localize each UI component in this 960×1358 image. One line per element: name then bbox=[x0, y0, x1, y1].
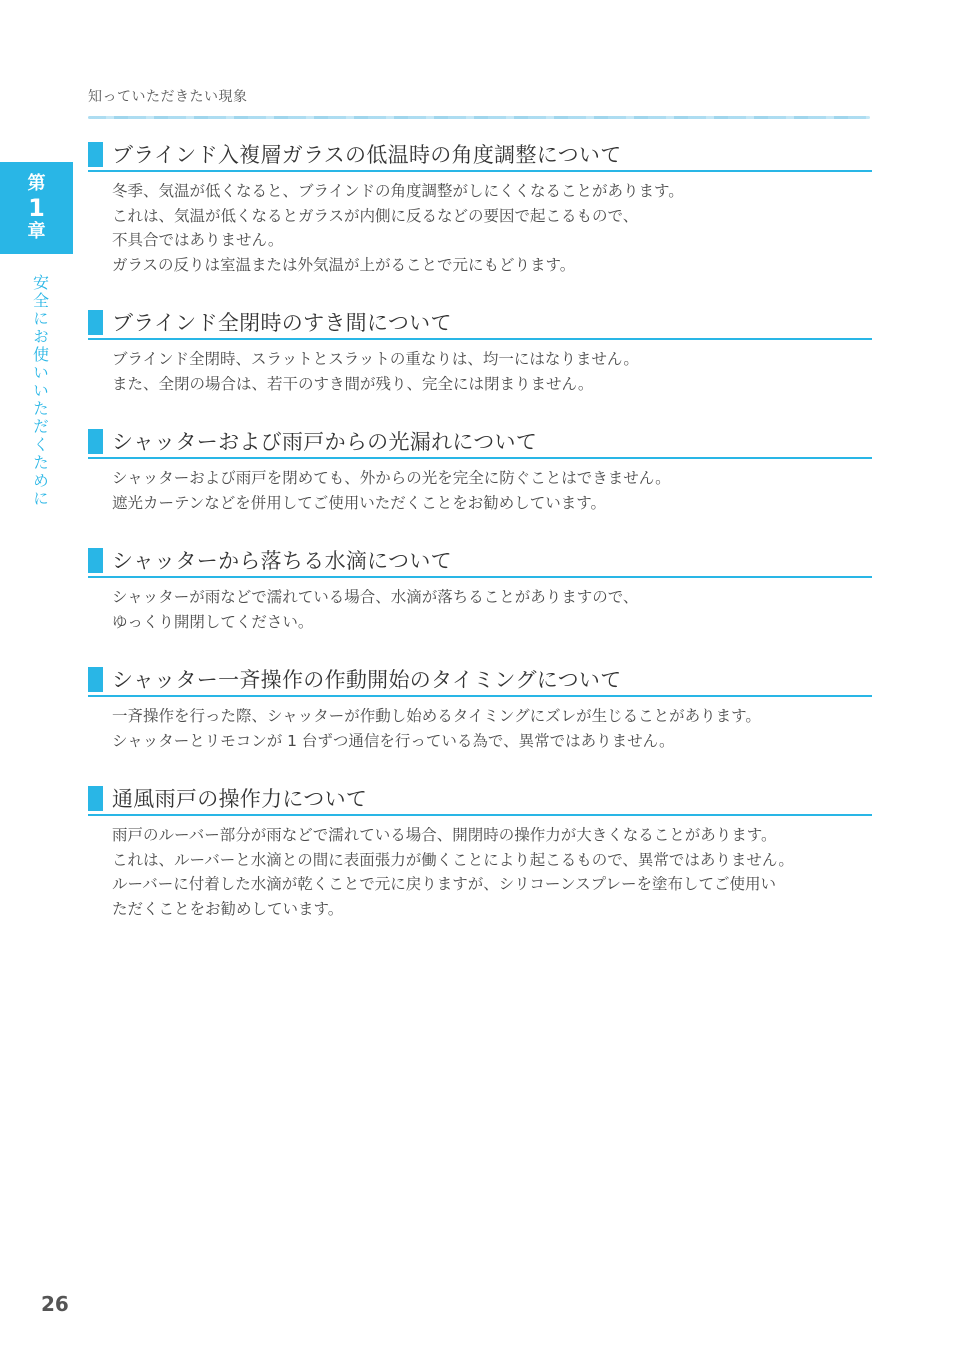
body-line: ルーバーに付着した水滴が乾くことで元に戻りますが、シリコーンスプレーを塗布してご使用い bbox=[112, 875, 777, 893]
body-line: 雨戸のルーバー部分が雨などで濡れている場合、開閉時の操作力が大きくなることがあります。 bbox=[112, 826, 777, 844]
heading-marker bbox=[88, 667, 103, 692]
section-blind-gap bbox=[88, 306, 872, 396]
section-heading bbox=[88, 425, 872, 459]
section-body bbox=[112, 585, 872, 634]
chapter-tab bbox=[0, 162, 73, 254]
section-shutter-light-leak bbox=[88, 425, 872, 515]
section-title: ブラインド入複層ガラスの低温時の角度調整について bbox=[112, 143, 622, 167]
section-heading bbox=[88, 306, 872, 340]
body-line: 一斉操作を行った際、シャッターが作動し始めるタイミングにズレが生じることがあります。 bbox=[112, 707, 761, 725]
section-body bbox=[112, 823, 872, 921]
section-title: シャッターから落ちる水滴について bbox=[112, 549, 452, 573]
body-line: ゆっくり開閉してください。 bbox=[112, 612, 314, 631]
body-line: ガラスの反りは室温または外気温が上がることで元にもどります。 bbox=[112, 255, 576, 274]
section-blind-angle bbox=[88, 138, 872, 277]
chapter-label-bottom: 章 bbox=[27, 221, 46, 243]
section-body bbox=[112, 347, 872, 396]
page-number: 26 bbox=[41, 1292, 69, 1316]
section-body bbox=[112, 466, 872, 515]
body-line: これは、ルーバーと水滴との間に表面張力が働くことにより起こるもので、異常ではありません。 bbox=[112, 850, 794, 869]
section-title: シャッター一斉操作の作動開始のタイミングについて bbox=[112, 668, 622, 692]
heading-marker bbox=[88, 786, 103, 811]
heading-marker bbox=[88, 142, 103, 167]
chapter-title-vertical: 安全にお使いいただくために bbox=[30, 274, 50, 508]
section-title: 通風雨戸の操作力について bbox=[112, 787, 368, 811]
section-heading bbox=[88, 544, 872, 578]
heading-marker bbox=[88, 310, 103, 335]
heading-marker bbox=[88, 548, 103, 573]
chapter-number: 1 bbox=[28, 193, 45, 222]
body-line: また、全閉の場合は、若干のすき間が残り、完全には閉まりません。 bbox=[112, 374, 594, 393]
body-line: ブラインド全閉時、スラットとスラットの重なりは、均一にはなりません。 bbox=[112, 350, 639, 368]
section-heading bbox=[88, 138, 872, 172]
section-louver-force bbox=[88, 782, 872, 921]
body-line: シャッターとリモコンが 1 台ずつ通信を行っている為で、異常ではありません。 bbox=[112, 731, 675, 750]
body-line: これは、気温が低くなるとガラスが内側に反るなどの要因で起こるもので、 bbox=[112, 206, 639, 225]
body-line: シャッターおよび雨戸を閉めても、外からの光を完全に防ぐことはできません。 bbox=[112, 469, 671, 487]
section-shutter-water-drops bbox=[88, 544, 872, 634]
body-line: シャッターが雨などで濡れている場合、水滴が落ちることがありますので、 bbox=[112, 588, 639, 606]
section-heading bbox=[88, 782, 872, 816]
section-body bbox=[112, 179, 872, 277]
section-title: ブラインド全閉時のすき間について bbox=[112, 311, 452, 335]
page-header: 知っていただきたい現象 bbox=[88, 89, 248, 105]
main-content bbox=[88, 138, 872, 950]
body-line: 不具合ではありません。 bbox=[112, 231, 284, 249]
header-divider bbox=[88, 116, 870, 119]
heading-marker bbox=[88, 429, 103, 454]
body-line: 遮光カーテンなどを併用してご使用いただくことをお勧めしています。 bbox=[112, 493, 606, 512]
section-shutter-timing bbox=[88, 663, 872, 753]
section-body bbox=[112, 704, 872, 753]
section-heading bbox=[88, 663, 872, 697]
chapter-label-top: 第 bbox=[27, 173, 46, 194]
body-line: 冬季、気温が低くなると、ブラインドの角度調整がしにくくなることがあります。 bbox=[112, 182, 684, 200]
section-title: シャッターおよび雨戸からの光漏れについて bbox=[112, 430, 538, 454]
body-line: ただくことをお勧めしています。 bbox=[112, 899, 344, 918]
